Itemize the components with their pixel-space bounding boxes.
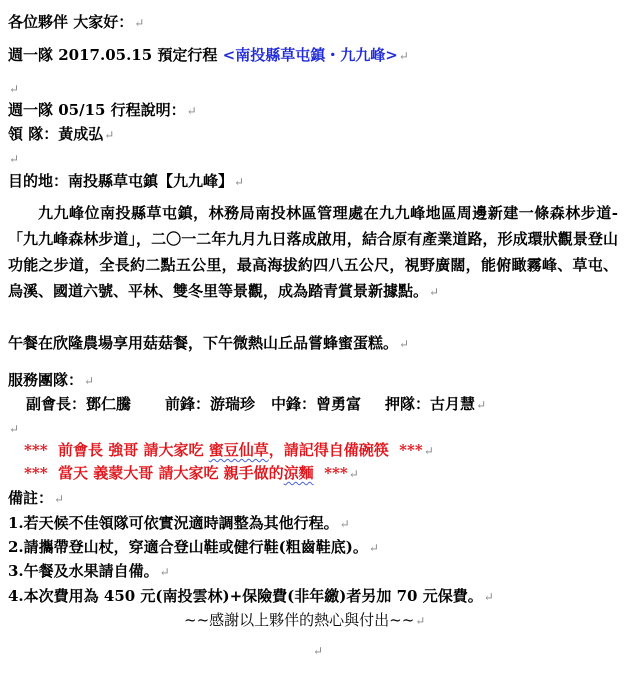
empty-line xyxy=(8,148,19,169)
description-text: 九九峰位南投縣草屯鎮，林務局南投林區管理處在九九峰地區周邊新建一條森林步道-「九九峰森林步道」，二〇一二年九月九日落成啟用，結合原有產業道路，形成環狀觀景登山功能之步道，全長約二點五公里，最高海拔約四八五公尺，視野廣闊，能俯瞰霧峰、草屯、烏溪、國道六號、平林、雙冬里等景觀，成為踏青賞景新據點。 xyxy=(8,204,618,300)
leader-text: 領 隊：黃成弘 xyxy=(8,125,104,143)
note-1-text: 1.若天候不佳領隊可依實況適時調整為其他行程。 xyxy=(8,514,339,532)
team-vice-president: 副會長：鄧仁騰 xyxy=(26,395,132,413)
paragraph-mark-icon: ↵ xyxy=(234,175,245,189)
paragraph-mark-icon: ↵ xyxy=(104,128,115,142)
stars-right: *** xyxy=(324,464,348,482)
paragraph-mark-icon: ↵ xyxy=(399,337,410,351)
empty-line xyxy=(312,640,323,661)
paragraph-mark-icon: ↵ xyxy=(159,565,170,579)
team-sweeper: 押隊：古月慧 xyxy=(385,395,476,413)
paragraph-mark-icon: ↵ xyxy=(84,374,95,388)
notes-title-line xyxy=(8,488,64,509)
thanks-1-tail: ，請記得自備碗筷 xyxy=(268,441,389,459)
note-4-text: 4.本次費用為 450 元(南投雲林)+保險費(非年繳)者另加 70 元保費。 xyxy=(8,587,483,605)
thanks-2-text: 當天 義蒙大哥 請大家吃 親手做的 xyxy=(58,464,284,482)
empty-line xyxy=(8,78,19,99)
headline-line xyxy=(8,45,409,66)
stars-left: *** xyxy=(24,464,48,482)
paragraph-mark-icon: ↵ xyxy=(483,590,494,604)
note-2-text: 2.請攜帶登山杖，穿適合登山鞋或健行鞋(粗齒鞋底)。 xyxy=(8,538,368,556)
note-item xyxy=(8,561,170,582)
note-item xyxy=(8,513,350,534)
headline-route: <南投縣草屯鎮・九九峰> xyxy=(222,46,398,64)
note-3-text: 3.午餐及水果請自備。 xyxy=(8,562,159,580)
paragraph-mark-icon: ↵ xyxy=(339,517,350,531)
destination-text: 目的地：南投縣草屯鎮【九九峰】 xyxy=(8,172,234,190)
destination-line xyxy=(8,171,244,192)
paragraph-mark-icon: ↵ xyxy=(348,467,359,481)
paragraph-mark-icon: ↵ xyxy=(54,492,65,506)
note-item xyxy=(8,537,379,558)
thanks-line-1 xyxy=(24,440,434,461)
thanks-1-item: 蜜豆仙草 xyxy=(208,441,269,459)
greeting-line xyxy=(8,12,144,33)
lunch-line xyxy=(8,333,409,354)
paragraph-mark-icon: ↵ xyxy=(134,16,145,30)
stars-left: *** xyxy=(24,441,48,459)
paragraph-mark-icon: ↵ xyxy=(415,614,426,628)
service-title-text: 服務團隊： xyxy=(8,371,84,389)
notes-title-text: 備註： xyxy=(8,489,54,507)
paragraph-mark-icon: ↵ xyxy=(398,49,409,63)
paragraph-mark-icon: ↵ xyxy=(476,398,487,412)
team-center: 中鋒：曾勇富 xyxy=(271,395,362,413)
description-paragraph xyxy=(8,200,618,305)
paragraph-mark-icon: ↵ xyxy=(9,422,20,436)
team-forward: 前鋒：游瑞珍 xyxy=(165,395,256,413)
service-title-line xyxy=(8,370,94,391)
paragraph-mark-icon: ↵ xyxy=(186,104,197,118)
lunch-text: 午餐在欣隆農場享用菇菇餐，下午微熱山丘品嘗蜂蜜蛋糕。 xyxy=(8,334,399,352)
note-item xyxy=(8,586,494,607)
thanks-1-text: 前會長 強哥 請大家吃 xyxy=(58,441,204,459)
headline-prefix: 週一隊 2017.05.15 預定行程 xyxy=(8,46,218,64)
explain-title-text: 週一隊 05/15 行程說明： xyxy=(8,101,186,119)
paragraph-mark-icon: ↵ xyxy=(9,82,20,96)
stars-right: *** xyxy=(399,441,423,459)
paragraph-mark-icon: ↵ xyxy=(313,644,324,658)
thanks-line-2 xyxy=(24,463,359,484)
paragraph-mark-icon: ↵ xyxy=(423,444,434,458)
greeting-text: 各位夥伴 大家好： xyxy=(8,13,134,31)
paragraph-mark-icon: ↵ xyxy=(9,152,20,166)
thanks-2-item: 涼麵 xyxy=(283,464,314,482)
team-line xyxy=(26,394,486,415)
leader-line xyxy=(8,124,114,145)
paragraph-mark-icon: ↵ xyxy=(368,541,379,555)
closing-line xyxy=(184,610,425,631)
paragraph-mark-icon: ↵ xyxy=(429,285,440,299)
closing-text: ~~感謝以上夥伴的熱心與付出~~ xyxy=(184,611,415,629)
empty-line xyxy=(8,418,19,439)
explain-title-line xyxy=(8,100,197,121)
